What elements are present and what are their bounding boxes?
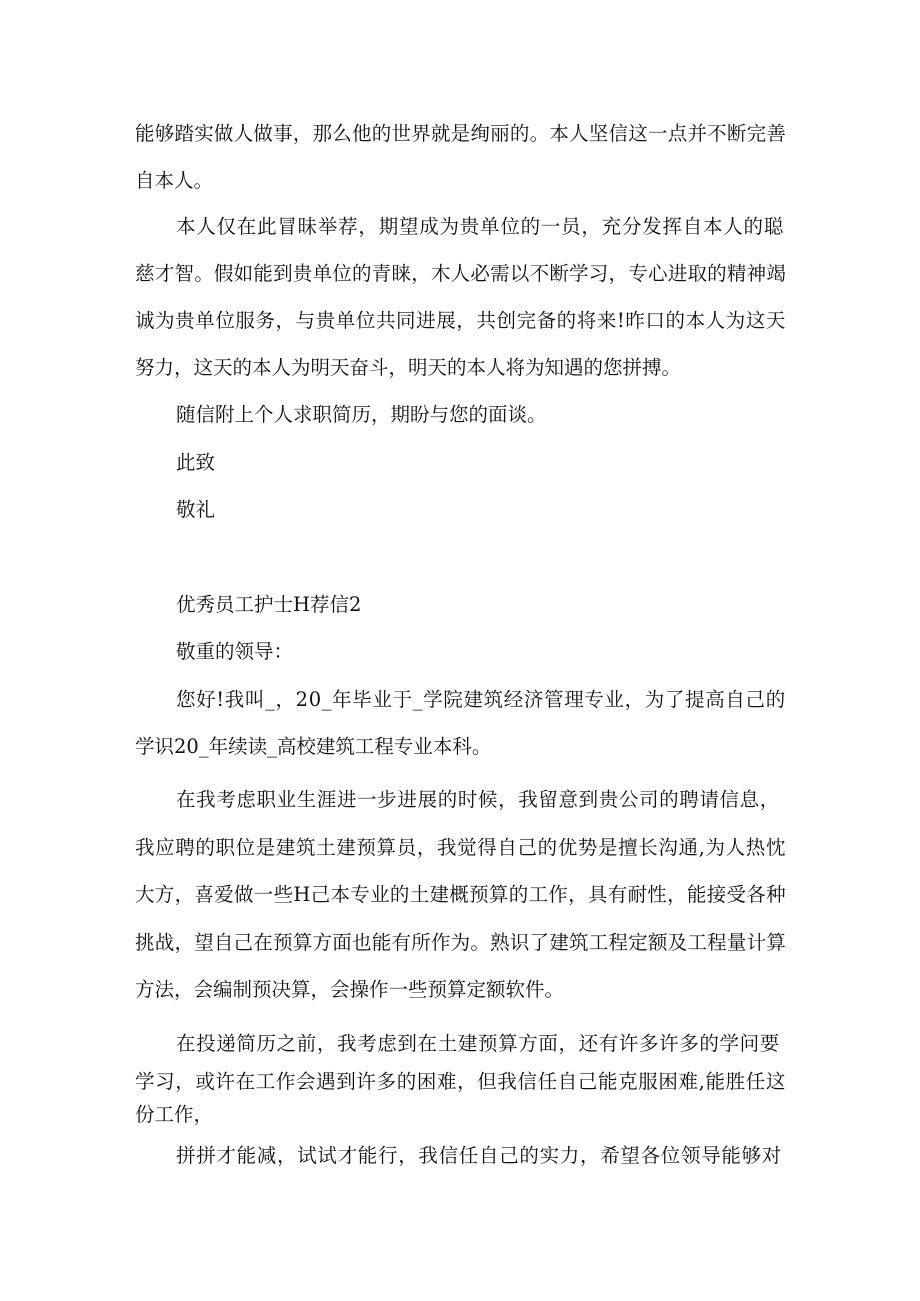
salutation: 敬重的领导： [176,640,294,663]
text-line: 敬礼 [176,498,216,521]
text-line: 大方，喜爱做一些H己本专业的土建概预算的工作，具有耐性，能接受各种 [135,883,786,906]
text-line: 拼拼才能减，试试才能行，我信任自己的实力，希望各位领导能够对 [176,1144,783,1167]
text-line: 我应聘的职位是建筑土建预算员，我觉得自己的优势是擅长沟通,为人热忱 [135,836,786,859]
text-line: 份工作， [135,1103,214,1126]
text-line: 挑战，望自己在预算方面也能有所作为。熟识了建筑工程定额及工程量计算 [135,931,787,954]
text-line: 此致 [176,451,216,474]
text-line: 自本人。 [135,169,214,192]
text-line: 在我考虑职业生涯进一步进展的时候，我留意到贵公司的聘请信息， [176,788,780,811]
section-title: 优秀员工护士H荐信2 [176,593,362,616]
text-line: 方法，会编制预决算，会操作一些预算定额软件。 [135,978,565,1001]
text-line: 能够踏实做人做事，那么他的世界就是绚丽的。本人坚信这一点并不断完善 [135,122,787,145]
text-line: 在投递简历之前，我考虑到在土建预算方面，还有许多许多的学问要 [176,1032,780,1055]
text-line: 您好!我叫_，20_年毕业于_学院建筑经济管理专业，为了提高自己的 [176,688,786,711]
text-line: 学习，或许在工作会遇到许多的困难，但我信任自己能克服困难,能胜任这 [135,1070,786,1093]
text-line: 学识20_年续读_高校建筑工程专业本科。 [135,735,492,758]
text-line: 努力，这天的本人为明天奋斗，明天的本人将为知遇的您拼搏。 [135,356,682,379]
text-line: 随信附上个人求职简历，期盼与您的面谈。 [176,403,547,426]
text-line: 慈才智。假如能到贵单位的青睐，木人必需以不断学习，专心进取的精神竭 [135,262,787,285]
text-line: 本人仅在此冒昧举荐，期望成为贵单位的一员，充分发挥自本人的聪 [176,215,785,238]
text-line: 诚为贵单位服务，与贵单位共同进展，共创完备的将来!昨口的本人为这天 [135,309,786,332]
